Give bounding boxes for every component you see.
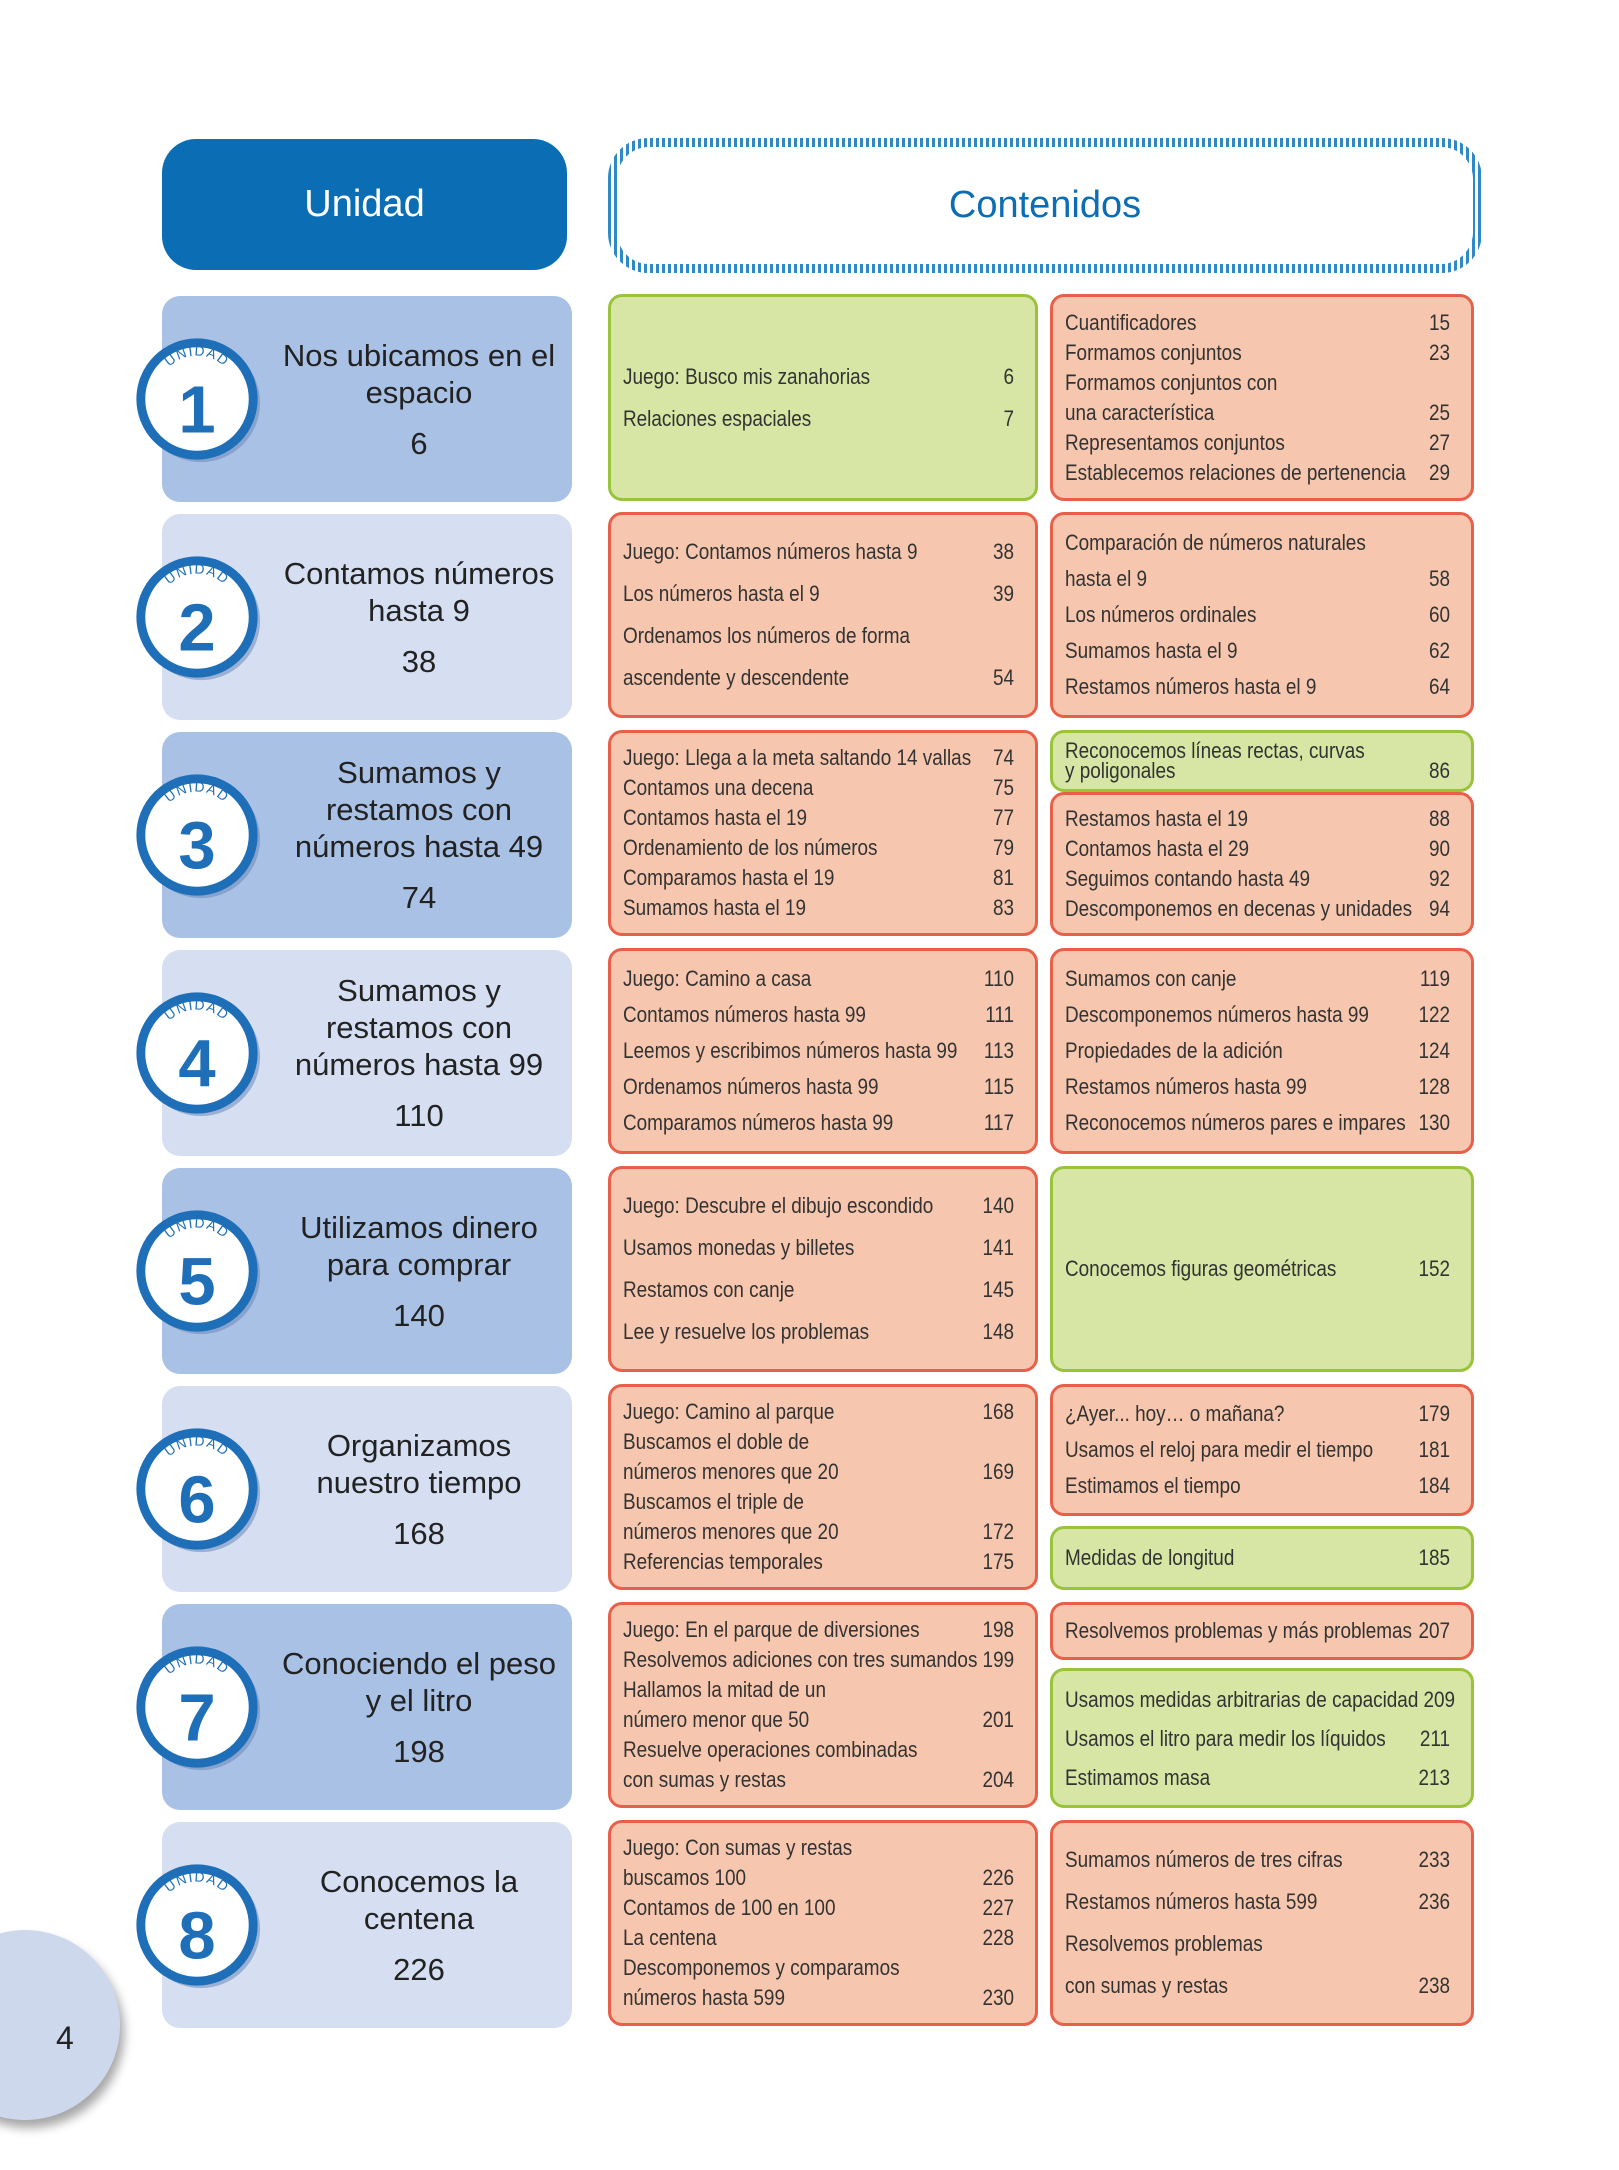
content-page: 236 [1418, 1889, 1451, 1914]
header-unidad [162, 139, 567, 270]
content-title: Juego: Contamos números hasta 9 [623, 539, 918, 564]
badge-number: 7 [178, 1680, 216, 1756]
contents-box-11 [1050, 1166, 1474, 1372]
unit-page: 168 [393, 1515, 445, 1551]
content-page: 211 [1419, 1725, 1451, 1751]
unit-text [274, 1822, 564, 2028]
content-page: 140 [982, 1193, 1015, 1218]
content-title: con sumas y restas [623, 1767, 786, 1792]
content-title: y poligonales [1065, 758, 1176, 783]
content-row [1065, 1069, 1450, 1105]
content-title: buscamos 100 [623, 1865, 747, 1890]
content-page: 230 [982, 1985, 1015, 2010]
contents-box-9 [1050, 948, 1474, 1154]
content-row [1065, 1613, 1450, 1649]
page-number: 4 [56, 2020, 74, 2056]
unit-text [274, 1168, 564, 1374]
content-page: 29 [1429, 459, 1451, 485]
content-page: 88 [1429, 806, 1451, 831]
content-row [623, 1983, 1014, 2013]
contents-box-8 [608, 948, 1038, 1154]
unit-title: Organizamos nuestro tiempo [316, 1427, 522, 1500]
contents-box-18 [608, 1820, 1038, 2026]
badge-label: UNIDAD [161, 1869, 233, 1896]
content-title: Contamos una decena [623, 775, 814, 800]
content-row [623, 1487, 1014, 1517]
content-page: 148 [982, 1319, 1015, 1344]
content-title: Hallamos la mitad de un [623, 1677, 826, 1702]
unit-page: 110 [394, 1098, 444, 1133]
unit-page: 74 [401, 880, 437, 915]
content-row [623, 1547, 1014, 1577]
content-title: Usamos monedas y billetes [623, 1235, 855, 1260]
content-title: Contamos de 100 en 100 [623, 1895, 836, 1920]
content-page: 175 [982, 1549, 1015, 1574]
content-title: Seguimos contando hasta 49 [1065, 866, 1311, 891]
content-row [623, 1705, 1014, 1735]
content-page: 226 [982, 1865, 1015, 1890]
content-row [623, 1893, 1014, 1923]
content-title: Estimamos el tiempo [1065, 1473, 1241, 1498]
unit-text [274, 1604, 564, 1810]
content-row [623, 573, 1014, 615]
content-page: 227 [982, 1895, 1015, 1920]
content-title: Relaciones espaciales [623, 405, 812, 431]
badge-label: UNIDAD [161, 1215, 233, 1242]
content-row [1065, 1881, 1450, 1923]
content-title: Juego: Busco mis zanahorias [623, 363, 871, 389]
content-row [623, 1033, 1014, 1069]
unit-page: 38 [401, 643, 437, 679]
content-row [623, 1269, 1014, 1311]
content-page: 62 [1429, 638, 1451, 663]
content-row [623, 1863, 1014, 1893]
content-row [623, 1735, 1014, 1765]
content-page: 79 [993, 835, 1015, 860]
unit-page: 198 [393, 1733, 445, 1769]
content-title: Comparamos hasta el 19 [623, 865, 835, 890]
content-page: 209 [1423, 1686, 1456, 1712]
content-title: Cuantificadores [1065, 309, 1197, 335]
content-row [1065, 308, 1450, 338]
content-row [623, 1311, 1014, 1353]
unit-badge-2 [128, 548, 266, 686]
content-title: Los números hasta el 9 [623, 581, 820, 606]
badge-number: 2 [178, 590, 216, 666]
content-row [1065, 1839, 1450, 1881]
content-page: 207 [1418, 1618, 1451, 1643]
content-page: 60 [1429, 602, 1451, 627]
content-title: Juego: Camino al parque [623, 1399, 835, 1424]
content-row [1065, 1105, 1450, 1141]
content-title: Restamos números hasta 99 [1065, 1074, 1307, 1099]
unit-badge-6 [128, 1420, 266, 1558]
content-row [1065, 1248, 1450, 1290]
content-row [623, 356, 1014, 398]
content-title: Buscamos el triple de [623, 1489, 804, 1514]
content-row [1065, 633, 1450, 669]
content-page: 130 [1418, 1110, 1451, 1135]
content-title: Resolvemos adiciones con tres sumandos [623, 1647, 978, 1672]
content-title: Reconocemos líneas rectas, curvas [1065, 738, 1365, 763]
unit-badge-7 [128, 1638, 266, 1776]
content-row [1065, 669, 1450, 705]
content-row [1065, 525, 1450, 561]
content-row [623, 1615, 1014, 1645]
content-row [623, 1517, 1014, 1547]
content-title: Sumamos hasta el 9 [1065, 638, 1238, 663]
content-page: 6 [1003, 363, 1015, 389]
badge-label: UNIDAD [161, 561, 233, 588]
unit-title: Sumamos y restamos con números hasta 99 [294, 973, 544, 1082]
unit-text [274, 296, 564, 502]
content-title: Formamos conjuntos con [1065, 369, 1278, 395]
content-row [1065, 597, 1450, 633]
content-title: Resolvemos problemas [1065, 1931, 1263, 1956]
content-title: Restamos con canje [623, 1277, 795, 1302]
badge-number: 1 [178, 372, 216, 448]
unit-badge-8 [128, 1856, 266, 1994]
content-page: 58 [1429, 566, 1451, 591]
content-row [623, 833, 1014, 863]
content-row [1065, 834, 1450, 864]
content-title: Descomponemos en decenas y unidades [1065, 896, 1413, 921]
content-row [1065, 428, 1450, 458]
content-title: Restamos números hasta el 9 [1065, 674, 1317, 699]
badge-number: 4 [178, 1026, 216, 1102]
content-title: Contamos números hasta 99 [623, 1002, 866, 1027]
content-row [623, 1833, 1014, 1863]
content-title: Ordenamos números hasta 99 [623, 1074, 879, 1099]
unit-title: Utilizamos dinero para comprar [300, 1209, 538, 1282]
content-row [623, 893, 1014, 923]
content-page: 81 [993, 865, 1015, 890]
content-row [623, 615, 1014, 657]
badge-label: UNIDAD [161, 1651, 233, 1678]
content-row [623, 863, 1014, 893]
content-row [623, 1765, 1014, 1795]
content-title: Restamos números hasta 599 [1065, 1889, 1318, 1914]
content-row [623, 1457, 1014, 1487]
content-row [1065, 338, 1450, 368]
content-page: 184 [1418, 1473, 1451, 1498]
content-title: Usamos el reloj para medir el tiempo [1065, 1437, 1374, 1462]
unit-text [274, 514, 564, 720]
contents-box-15 [608, 1602, 1038, 1808]
header-contenidos [608, 138, 1482, 273]
content-page: 119 [1419, 966, 1451, 991]
content-page: 128 [1418, 1074, 1451, 1099]
content-title: Juego: Camino a casa [623, 966, 812, 991]
content-page: 201 [982, 1707, 1015, 1732]
content-page: 145 [982, 1277, 1015, 1302]
unit-text [274, 732, 564, 938]
content-row [623, 1069, 1014, 1105]
contents-box-14 [1050, 1526, 1474, 1590]
content-row [623, 1105, 1014, 1141]
content-title: Reconocemos números pares e impares [1065, 1110, 1406, 1135]
content-title: Juego: Con sumas y restas [623, 1835, 853, 1860]
badge-label: UNIDAD [161, 1433, 233, 1460]
badge-number: 8 [178, 1898, 216, 1974]
content-page: 92 [1429, 866, 1451, 891]
content-row [1065, 758, 1451, 783]
content-page: 233 [1418, 1847, 1451, 1872]
content-title: Lee y resuelve los problemas [623, 1319, 870, 1344]
badge-number: 6 [178, 1462, 216, 1538]
unit-page: 226 [393, 1951, 445, 1987]
unit-title: Sumamos y restamos con números hasta 49 [294, 755, 544, 864]
content-page: 185 [1418, 1545, 1451, 1570]
content-title: Comparamos números hasta 99 [623, 1110, 894, 1135]
content-title: una característica [1065, 399, 1215, 425]
contents-box-19 [1050, 1820, 1474, 2026]
content-title: Juego: En el parque de diversiones [623, 1617, 920, 1642]
content-title: La centena [623, 1925, 717, 1950]
content-title: con sumas y restas [1065, 1973, 1228, 1998]
unit-title: Contamos números hasta 9 [283, 555, 555, 628]
contents-box-17 [1050, 1668, 1474, 1808]
contents-box-7 [1050, 792, 1474, 936]
badge-label: UNIDAD [161, 779, 233, 806]
header-contenidos-label: Contenidos [948, 184, 1142, 226]
content-page: 179 [1418, 1401, 1451, 1426]
content-title: Descomponemos números hasta 99 [1065, 1002, 1369, 1027]
content-title: Sumamos hasta el 19 [623, 895, 806, 920]
content-title: Representamos conjuntos [1065, 429, 1285, 455]
content-page: 39 [993, 581, 1015, 606]
content-row [623, 1397, 1014, 1427]
content-page: 228 [982, 1925, 1015, 1950]
content-title: Usamos medidas arbitrarias de capacidad [1065, 1686, 1419, 1712]
content-row [1065, 804, 1450, 834]
content-title: Referencias temporales [623, 1549, 823, 1574]
content-page: 117 [983, 1110, 1015, 1135]
unit-title: Conocemos la centena [319, 1863, 519, 1936]
content-page: 90 [1429, 836, 1451, 861]
contents-box-2 [1050, 294, 1474, 501]
header-contenidos-inner [617, 147, 1473, 264]
content-page: 181 [1418, 1437, 1451, 1462]
contents-box-6 [1050, 730, 1474, 792]
contents-box-12 [608, 1384, 1038, 1590]
badge-label: UNIDAD [161, 343, 233, 370]
content-page: 168 [982, 1399, 1015, 1424]
content-title: Ordenamiento de los números [623, 835, 878, 860]
content-page: 74 [993, 745, 1015, 770]
content-page: 238 [1418, 1973, 1451, 1998]
content-title: Descomponemos y comparamos [623, 1955, 900, 1980]
unit-badge-4 [128, 984, 266, 1122]
content-page: 111 [985, 1002, 1015, 1027]
content-row [1065, 961, 1450, 997]
content-row [623, 1923, 1014, 1953]
content-row [623, 743, 1014, 773]
unit-badge-1 [128, 330, 266, 468]
content-title: Contamos hasta el 29 [1065, 836, 1250, 861]
content-page: 27 [1429, 429, 1451, 455]
content-row [623, 961, 1014, 997]
content-row [1065, 1468, 1450, 1504]
header-unidad-label: Unidad [304, 183, 425, 225]
content-title: número menor que 50 [623, 1707, 810, 1732]
content-title: Medidas de longitud [1065, 1545, 1235, 1570]
content-row [1065, 894, 1450, 924]
content-page: 7 [1003, 405, 1015, 431]
content-title: Propiedades de la adición [1065, 1038, 1283, 1063]
content-row [623, 1675, 1014, 1705]
content-row [1065, 864, 1450, 894]
content-row [1065, 1537, 1450, 1579]
content-page: 64 [1429, 674, 1451, 699]
content-row [623, 1185, 1014, 1227]
content-title: números menores que 20 [623, 1519, 839, 1544]
content-page: 75 [993, 775, 1015, 800]
content-page: 25 [1429, 399, 1451, 425]
content-row [1065, 368, 1450, 398]
content-title: Resuelve operaciones combinadas [623, 1737, 918, 1762]
content-page: 124 [1418, 1038, 1451, 1063]
content-page: 204 [982, 1767, 1015, 1792]
contents-box-3 [608, 512, 1038, 718]
contents-box-10 [608, 1166, 1038, 1372]
unit-text [274, 950, 564, 1156]
badge-number: 5 [178, 1244, 216, 1320]
content-title: Estimamos masa [1065, 1764, 1211, 1790]
content-page: 38 [993, 539, 1015, 564]
contents-box-1 [608, 294, 1038, 501]
content-row [1065, 458, 1450, 488]
content-row [1065, 997, 1450, 1033]
content-page: 198 [982, 1617, 1015, 1642]
badge-label: UNIDAD [161, 997, 233, 1024]
content-title: Contamos hasta el 19 [623, 805, 808, 830]
content-title: Formamos conjuntos [1065, 339, 1242, 365]
contents-box-4 [1050, 512, 1474, 718]
content-row [623, 531, 1014, 573]
content-row [1065, 1923, 1450, 1965]
content-page: 141 [982, 1235, 1015, 1260]
content-title: Restamos hasta el 19 [1065, 806, 1248, 831]
unit-page: 6 [410, 425, 428, 461]
content-title: ascendente y descendente [623, 665, 850, 690]
content-page: 83 [993, 895, 1015, 920]
content-row [623, 1953, 1014, 1983]
unit-badge-5 [128, 1202, 266, 1340]
content-row [1065, 1965, 1450, 2007]
content-row [1065, 1432, 1450, 1468]
unit-badge-3 [128, 766, 266, 904]
content-page: 54 [993, 665, 1015, 690]
content-page: 169 [982, 1459, 1015, 1484]
content-title: Establecemos relaciones de pertenencia [1065, 459, 1406, 485]
content-page: 152 [1418, 1256, 1451, 1281]
content-row [1065, 1033, 1450, 1069]
unit-text [274, 1386, 564, 1592]
content-title: Leemos y escribimos números hasta 99 [623, 1038, 958, 1063]
content-page: 15 [1429, 309, 1451, 335]
content-row [623, 398, 1014, 440]
content-row [623, 657, 1014, 699]
content-title: hasta el 9 [1065, 566, 1148, 591]
content-title: Ordenamos los números de forma [623, 623, 911, 648]
content-row [1065, 561, 1450, 597]
unit-title: Conociendo el peso y el litro [281, 1645, 557, 1718]
content-title: Juego: Llega a la meta saltando 14 vallas [623, 745, 972, 770]
content-row [1065, 1396, 1450, 1432]
content-title: Los números ordinales [1065, 602, 1257, 627]
content-row [1065, 1719, 1450, 1758]
contents-box-13 [1050, 1384, 1474, 1516]
content-title: Sumamos con canje [1065, 966, 1237, 991]
content-page: 86 [1429, 758, 1451, 783]
content-page: 94 [1429, 896, 1451, 921]
content-page: 115 [983, 1074, 1015, 1099]
content-title: números menores que 20 [623, 1459, 839, 1484]
content-row [1065, 1680, 1456, 1719]
content-row [623, 1427, 1014, 1457]
content-row [623, 803, 1014, 833]
content-row [623, 997, 1014, 1033]
content-row [623, 1227, 1014, 1269]
content-row [1065, 1758, 1450, 1797]
unit-page: 140 [393, 1297, 445, 1333]
content-title: Conocemos figuras geométricas [1065, 1256, 1337, 1281]
content-page: 172 [982, 1519, 1015, 1544]
contents-box-16 [1050, 1602, 1474, 1660]
content-title: Juego: Descubre el dibujo escondido [623, 1193, 934, 1218]
content-title: Resolvemos problemas y más problemas [1065, 1618, 1413, 1643]
content-row [623, 773, 1014, 803]
content-title: números hasta 599 [623, 1985, 785, 2010]
content-page: 110 [983, 966, 1015, 991]
content-title: ¿Ayer... hoy… o mañana? [1065, 1401, 1285, 1426]
content-page: 213 [1418, 1764, 1451, 1790]
content-page: 199 [982, 1647, 1015, 1672]
content-title: Usamos el litro para medir los líquidos [1065, 1725, 1386, 1751]
content-page: 77 [993, 805, 1015, 830]
content-title: Comparación de números naturales [1065, 530, 1366, 555]
badge-number: 3 [178, 808, 216, 884]
content-page: 122 [1418, 1002, 1451, 1027]
contents-box-5 [608, 730, 1038, 936]
content-row [623, 1645, 1014, 1675]
unit-title: Nos ubicamos en el espacio [282, 337, 556, 410]
content-row [1065, 398, 1450, 428]
content-title: Sumamos números de tres cifras [1065, 1847, 1343, 1872]
content-page: 113 [983, 1038, 1015, 1063]
content-title: Buscamos el doble de [623, 1429, 810, 1454]
content-page: 23 [1429, 339, 1451, 365]
